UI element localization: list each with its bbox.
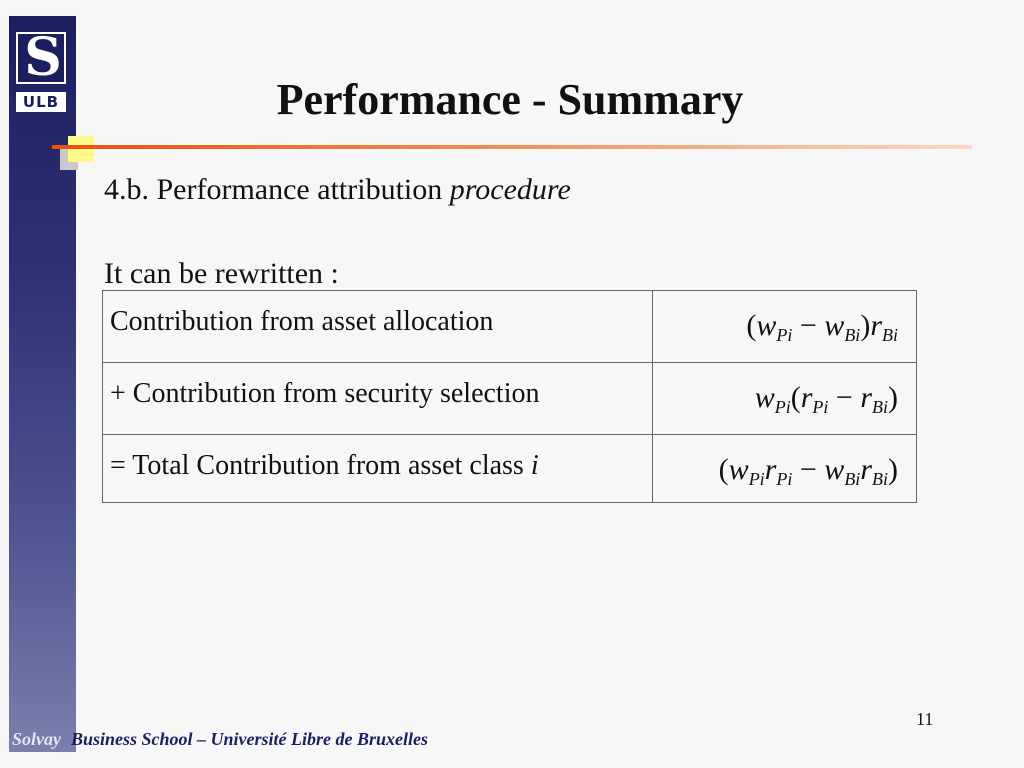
intro-text: It can be rewritten : — [104, 257, 339, 290]
table-row — [103, 435, 917, 503]
subtitle-text: 4.b. Performance attribution — [104, 173, 450, 206]
subtitle-emphasis: procedure — [449, 173, 571, 206]
title-rule — [52, 145, 972, 149]
slide-subtitle — [104, 170, 571, 210]
row-label-emphasis: i — [530, 450, 539, 481]
ulb-logo — [16, 27, 68, 118]
footer-solvay: Solvay — [12, 729, 61, 749]
decoration-yellow-square — [68, 136, 94, 162]
page-number: 11 — [916, 709, 934, 729]
row-label-text: = Total Contribution from asset class — [110, 450, 531, 481]
sidebar-band — [9, 16, 76, 752]
slide-title: Performance - Summary — [276, 75, 744, 124]
row-label — [103, 435, 653, 503]
table-row — [103, 291, 917, 363]
formula-selection: $w_{Pi}(r_{Pi} - r_{Bi})$ — [653, 363, 917, 435]
logo-text: ULB — [16, 92, 66, 112]
attribution-table — [102, 290, 917, 503]
row-label: Contribution from asset allocation — [103, 291, 653, 363]
formula-total: $(w_{Pi}r_{Pi} - w_{Bi}r_{Bi})$ — [653, 435, 917, 503]
logo-emblem — [16, 27, 66, 88]
logo-letter: S — [24, 27, 62, 88]
footer-school: Business School – Université Libre de Bruxelles — [71, 729, 429, 749]
footer — [12, 728, 428, 750]
formula-allocation: $(w_{Pi} - w_{Bi})r_{Bi}$ — [653, 291, 917, 363]
row-label: + Contribution from security selection — [103, 363, 653, 435]
table-row — [103, 363, 917, 435]
